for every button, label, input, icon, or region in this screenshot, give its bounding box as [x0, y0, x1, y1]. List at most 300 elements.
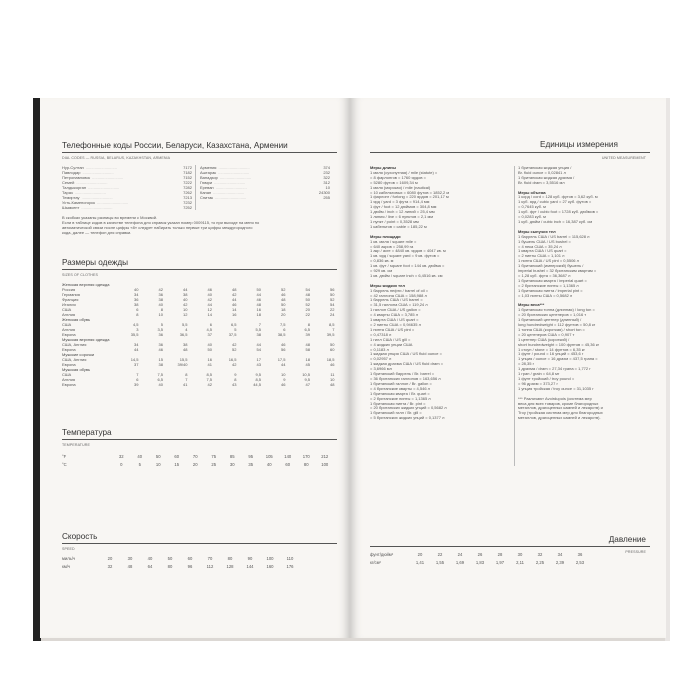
cell: 22 [305, 312, 310, 317]
cell: 36 [158, 342, 163, 347]
row-label: °F [62, 454, 67, 459]
unit-line: = 2 британские пинты = 1,1365 л [518, 282, 579, 288]
clothes-subtitle: SIZES OF CLOTHES [62, 273, 98, 277]
cell: 20 [305, 307, 310, 312]
phone-code-row [62, 205, 192, 210]
cell: 6 [283, 327, 286, 332]
cell: 50 [330, 292, 335, 297]
cell: 8,5 [206, 372, 212, 377]
city-name: Ереван [200, 185, 214, 190]
cell: 40 [158, 302, 163, 307]
cell: 10 [330, 377, 335, 382]
cell: 46 [207, 287, 212, 292]
cell: 42 [232, 362, 237, 367]
cell: 5 [138, 462, 141, 467]
unit-line: = 0,1183 л [370, 346, 389, 352]
unit-line: Br. fluid ounce = 0,02841 л [518, 169, 566, 175]
cell: 52 [281, 287, 286, 292]
dots: ............................ [85, 165, 117, 170]
cell: 3,5 [157, 327, 163, 332]
cell: 10 [183, 307, 188, 312]
cell: 6 [136, 377, 139, 382]
cell: 40 [158, 382, 163, 387]
dots: ............................ [76, 180, 108, 185]
unit-line: = 5280 футов = 1609,34 м [370, 179, 418, 185]
cell: 160 [266, 564, 274, 569]
cell: 128 [226, 564, 234, 569]
cell: 56 [330, 287, 335, 292]
cell: 105 [265, 454, 273, 459]
cell: 12 [207, 307, 212, 312]
cell: 18 [281, 307, 286, 312]
phone-codes-title: Телефонные коды России, Беларуси, Казахстана, Армении [62, 141, 288, 150]
cell: 48 [127, 564, 133, 569]
cell: 46 [281, 342, 286, 347]
cell: 5,5 [255, 327, 261, 332]
cell: 48 [256, 302, 261, 307]
cell: 24 [330, 312, 335, 317]
unit-line: = 0,0283 куб. м [518, 214, 546, 220]
cell: 2,25 [535, 560, 545, 565]
unit-line: Меры объема [518, 189, 546, 195]
cell: 7 [136, 372, 139, 377]
cell: 144 [246, 564, 254, 569]
unit-line: = 1,28 куб. фута = 36,3687 л [518, 272, 571, 278]
cell: 48 [281, 297, 286, 302]
unit-line: Меры веса*** [518, 302, 545, 308]
cell: 38,5 [277, 332, 286, 337]
units-column-2 [518, 166, 658, 421]
unit-line: = 20 центнеров США = 0,907 т [518, 331, 575, 337]
cell: 16,5 [228, 357, 237, 362]
unit-line: 1 кв. ярд / square yard = 9 кв. футов = [370, 253, 440, 259]
row-label: Франция [62, 297, 79, 302]
table-row [62, 462, 337, 467]
unit-line: 1 бушель США / US bushel = [518, 238, 571, 244]
units-title: Единицы измерения [540, 140, 618, 149]
cell: 42 [232, 342, 237, 347]
cell: 16 [207, 357, 212, 362]
cell: 38 [183, 292, 188, 297]
cell: 4,5 [206, 327, 212, 332]
dial-code: 7213 [183, 195, 192, 200]
unit-line: Меры длины [370, 165, 396, 170]
unit-line: 1 британский галлон / Br. gallon = [370, 380, 432, 386]
cell: 11 [330, 372, 335, 377]
cell: 25 [211, 462, 217, 467]
cell: 34 [557, 552, 563, 557]
unit-line: Меры площади [370, 233, 401, 239]
cell: 42 [158, 287, 163, 292]
city-name: Гюмри [200, 180, 213, 185]
cell: 48 [305, 292, 310, 297]
cell: 54 [256, 347, 261, 352]
cell: 48 [183, 347, 188, 352]
dial-code: 7172 [183, 165, 192, 170]
row-label: фунт/дюйм² [370, 552, 394, 557]
cell: 6 [209, 322, 212, 327]
cell: 50 [256, 287, 261, 292]
unit-line: 1 кв. дюйм / square inch = 6,4516 кв. см [370, 272, 443, 278]
cell: 8,5 [328, 322, 335, 327]
cell: 80 [227, 556, 233, 561]
dial-code: 7282 [183, 185, 192, 190]
cell: 46 [330, 362, 335, 367]
cell: 44 [281, 362, 286, 367]
row-label: Европа [62, 347, 76, 352]
row-label: США [62, 372, 72, 377]
table-row [62, 382, 337, 387]
cell: 52 [232, 347, 237, 352]
unit-line: 1 миля (морская) / mile (nautical) [370, 184, 431, 190]
cell: 80 [167, 564, 173, 569]
cell: 8 [185, 372, 188, 377]
city-name: Спитак [200, 195, 214, 200]
unit-line: Br. fluid dram = 3,5516 мл [518, 179, 565, 185]
divider [62, 152, 337, 153]
row-label: США [62, 307, 72, 312]
unit-line: 1 жидкая драхма США / US fluid dram = [370, 361, 444, 367]
city-name: Талдыкорган [62, 185, 87, 190]
temperature-title: Температура [62, 428, 112, 437]
cell: 96 [187, 564, 193, 569]
dial-code: 312 [323, 180, 330, 185]
cell: 30 [229, 462, 235, 467]
cell: 90 [247, 556, 253, 561]
cell: 17 [256, 357, 261, 362]
unit-line: = 0,47318 л [370, 331, 392, 337]
cell: 170 [302, 454, 310, 459]
unit-line: 1 кабельтов = cable = 185,22 м [370, 223, 427, 229]
cell: 44 [256, 292, 261, 297]
row-label: миль/ч [62, 556, 76, 561]
cell: 54 [305, 287, 310, 292]
cell: 1,55 [435, 560, 445, 565]
cell: 40 [207, 342, 212, 347]
units-column-1 [370, 166, 510, 421]
city-name: Нур-Султан [62, 165, 84, 170]
cell: 46 [281, 292, 286, 297]
cell: 20 [107, 556, 113, 561]
cell: 50 [155, 454, 161, 459]
cell: 5 [234, 327, 237, 332]
speed-title: Скорость [62, 532, 98, 541]
table-row [370, 560, 610, 565]
cell: 40 [137, 454, 143, 459]
cell: 36 [158, 292, 163, 297]
divider [62, 269, 337, 270]
unit-line: 1 тонна США (короткая) / short ton = [518, 326, 585, 332]
cell: 75 [211, 454, 217, 459]
dots: ............................ [213, 190, 245, 195]
column-separator [195, 165, 196, 210]
dots: ............................ [215, 195, 247, 200]
cell: 38 [256, 332, 261, 337]
row-label: США, Англия [62, 342, 87, 347]
cell: 40 [134, 287, 139, 292]
dial-code: 7152 [183, 175, 192, 180]
cell: 60 [285, 462, 291, 467]
cell: 45 [305, 362, 310, 367]
divider [62, 439, 337, 440]
cell: 48 [232, 287, 237, 292]
unit-line: 1 британская пинта / Br. pint = [370, 400, 426, 406]
unit-line: Troy (тройская система мер для благородных [518, 410, 603, 416]
cell: 6,5 [230, 322, 237, 327]
cell: 9 [234, 372, 237, 377]
unit-line: 1 кв. миля / square mile = [370, 238, 417, 244]
cell: 1,97 [495, 560, 505, 565]
cell: 8 [307, 322, 310, 327]
row-label: США, Англия [62, 357, 87, 362]
cell: 36 [134, 297, 139, 302]
cell: 38 [134, 302, 139, 307]
dots: ............................ [218, 170, 250, 175]
cell: 52 [305, 302, 310, 307]
group-heading: Мужская обувь [62, 367, 91, 372]
pressure-subtitle: PRESSURE [625, 550, 646, 554]
unit-line: = 4 кварты США = 3,785 л [370, 312, 419, 318]
cell: 100 [266, 556, 274, 561]
cell: 42 [207, 382, 212, 387]
cell: 42 [232, 292, 237, 297]
cell: 6,5 [157, 377, 163, 382]
unit-line: = 96 драхм = 373,27 г [518, 380, 558, 386]
cell: 30 [517, 552, 523, 557]
dial-code: 7182 [183, 170, 192, 175]
table-row [62, 564, 337, 569]
cell: 16 [232, 312, 237, 317]
unit-line: 1 британская тонна (длинная) / long ton = [518, 307, 595, 313]
cell: 20 [281, 312, 286, 317]
unit-line: = 4 британские кварты = 4,546 л [370, 385, 430, 391]
cell: 43 [256, 362, 261, 367]
unit-line: 1 центнер США (короткий) / [518, 336, 570, 342]
unit-line: 1 жидкая унция США / US fluid ounce = [370, 351, 442, 357]
speed-table [62, 556, 337, 572]
divider [370, 152, 650, 153]
unit-line: 1 гран / grain = 64,8 мг [518, 371, 560, 377]
unit-line: = 0,7645 куб. м [518, 204, 546, 210]
unit-line: 1 пинта США / US pint = 0,5506 л [518, 258, 579, 264]
cell: 80 [303, 462, 309, 467]
unit-line: 1 пинта США / US pint = [370, 326, 415, 332]
cell: 28 [497, 552, 503, 557]
unit-line: = 2 британские пинты = 1,1365 л [370, 395, 431, 401]
cell: 41 [207, 362, 212, 367]
cell: 44,5 [253, 382, 261, 387]
unit-line: 1 баррель США / US barrel = 115,628 л [518, 233, 590, 239]
dial-code: 232 [323, 170, 330, 175]
cell: 15 [158, 357, 163, 362]
cell: 18 [305, 357, 310, 362]
city-name: Темиртау [62, 195, 80, 200]
phone-codes-subtitle: DIAL CODES — RUSSIA, BELARUS, KAZAKHSTAN, ARMENIA [62, 156, 171, 160]
unit-line: 1 корд / cord = 128 куб. футов = 3,62 куб. м [518, 194, 598, 200]
cell: 36 [577, 552, 583, 557]
unit-line: = 20 британских центнеров = 1,016 т [518, 312, 587, 318]
table-row [62, 312, 337, 317]
dial-code: 7252 [183, 205, 192, 210]
cell: 32 [107, 564, 113, 569]
phone-codes-kz [62, 165, 192, 210]
cell: 37 [207, 332, 212, 337]
city-name: Семей [62, 180, 75, 185]
dots: ............................ [97, 200, 129, 205]
cell: 12 [183, 312, 188, 317]
unit-line: 1 британский (имперский) бушель / [518, 263, 584, 269]
unit-line: = 28,35 г [518, 361, 535, 367]
table-row [62, 362, 337, 367]
cell: 60 [187, 556, 193, 561]
left-page [40, 98, 350, 638]
dial-code: 322 [323, 175, 330, 180]
cell: 35,5 [130, 332, 139, 337]
dots: ............................ [74, 190, 106, 195]
cell: 7 [258, 322, 261, 327]
cell: 60 [330, 347, 335, 352]
dial-code: 7232 [183, 200, 192, 205]
row-label: Германия [62, 292, 80, 297]
city-name: Павлодар [62, 170, 81, 175]
unit-line: 1 линия / line = 6 пунктов = 2,1 мм [370, 214, 434, 220]
cell: 8,5 [255, 377, 261, 382]
cell: 20 [192, 462, 198, 467]
unit-line: металлов, драгоценных камней и лекарств) и [518, 405, 603, 411]
row-label: км/ч [62, 564, 71, 569]
row-label: Англия [62, 312, 75, 317]
cell: 40 [266, 462, 272, 467]
cell: 44 [134, 347, 139, 352]
clothes-table [62, 282, 337, 387]
unit-line: = 3,6966 мл [370, 366, 392, 372]
cell: 4,5 [132, 322, 139, 327]
right-page [350, 98, 666, 638]
cell: 95 [248, 454, 254, 459]
group-heading: Женская обувь [62, 317, 91, 322]
cell: 100 [321, 462, 329, 467]
cell: 176 [286, 564, 294, 569]
cell: 9,5 [304, 377, 310, 382]
cell: 50 [167, 556, 173, 561]
unit-line: 1 куб. ярд / cubic yard = 27 куб. футов = [518, 199, 592, 205]
cell: 50 [281, 302, 286, 307]
cell: 10,5 [302, 372, 310, 377]
cell: 3 [136, 327, 139, 332]
dial-code: 24300 [318, 190, 330, 195]
row-label: Италия [62, 302, 76, 307]
cell: 4 [185, 327, 188, 332]
cell: 26 [477, 552, 483, 557]
phone-code-row [200, 195, 330, 200]
unit-line: 1 галлон США / US gallon = [370, 307, 421, 313]
table-row [62, 556, 337, 561]
unit-line: 1 миля (сухопутная) / mile (statute) = [370, 169, 438, 175]
cell: 42 [207, 297, 212, 302]
unit-line: 1 кварта США / US quart = [370, 317, 419, 323]
temperature-subtitle: TEMPERATURE [62, 443, 90, 447]
unit-line: = 8 фарлонгов = 1760 ярдов = [370, 174, 426, 180]
cell: 36 [158, 332, 163, 337]
dots: ............................ [219, 175, 252, 180]
row-label: кг/см² [370, 560, 381, 565]
cell: 37,5 [228, 332, 237, 337]
dots: ............................ [82, 170, 114, 175]
cell: 8 [234, 377, 237, 382]
row-label: Англия [62, 377, 75, 382]
note-line: В скобках указаны разницы во времени с Москвой. [62, 215, 158, 220]
cell: 40 [207, 292, 212, 297]
units-subtitle: UNITED MEASUREMENT [601, 156, 646, 160]
cell: 38 [158, 297, 163, 302]
unit-line: 1 пункт / point = 0,3528 мм [370, 218, 419, 224]
cell: 7,5 [206, 377, 212, 382]
cell: 7 [332, 327, 335, 332]
unit-line: 1 фунт тройский / troy pound = [518, 375, 575, 381]
cell: 14 [232, 307, 237, 312]
cell: 40 [147, 556, 153, 561]
cell: 56 [281, 347, 286, 352]
cell: 44 [232, 297, 237, 302]
unit-line: 1 британская жидкая унция / [518, 165, 572, 170]
note-line: автоматической связи после цифры «8» следует набирать только первые три цифры междугородного [62, 225, 253, 230]
group-heading: Женская верхняя одежда [62, 282, 110, 287]
cell: 58 [305, 347, 310, 352]
cell: 36,5 [179, 332, 188, 337]
dial-code: 7262 [183, 190, 192, 195]
cell: 15,5 [179, 357, 188, 362]
row-label: Россия [62, 287, 76, 292]
cell: 2,11 [516, 560, 524, 565]
phone-notes [62, 215, 342, 235]
cell: 47 [305, 382, 310, 387]
row-label: Европа [62, 382, 76, 387]
group-heading: Мужская верхняя одежда [62, 337, 110, 342]
clothes-title: Размеры одежды [62, 258, 129, 267]
cell: 32 [537, 552, 543, 557]
cell: 7,5 [157, 372, 163, 377]
row-label: Европа [62, 362, 76, 367]
cell: 39,5 [326, 332, 335, 337]
unit-line: = 640 акров = 258,99 га [370, 243, 414, 249]
cell: 70 [207, 556, 213, 561]
cell: 9 [283, 377, 286, 382]
unit-line: short hundredweight = 100 фунтов = 45,36 кг [518, 341, 600, 347]
cell: 10 [155, 462, 161, 467]
unit-line: = 36 британских галлонов = 163,656 л [370, 375, 441, 381]
cell: 18 [256, 312, 261, 317]
city-name: Петропавловск [62, 175, 91, 180]
unit-line: 1 акр / acre = 4840 кв. ярдов = 4047 кв. м [370, 248, 446, 254]
table-row [62, 454, 337, 459]
cell: 10 [281, 372, 286, 377]
cell: 17,5 [277, 357, 286, 362]
cell: 64 [147, 564, 153, 569]
unit-line: = 20 британских жидких унций = 0,5682 л [370, 405, 447, 411]
unit-line: = 2 пинты США = 1,101 л [518, 253, 565, 259]
row-label: Европа [62, 332, 76, 337]
cell: 14,5 [130, 357, 139, 362]
unit-line: 1 фарлонг / furlong = 220 ярдов = 201,17 м [370, 194, 449, 200]
cell: 7,5 [279, 322, 286, 327]
unit-line: = 0,836 кв. м [370, 258, 394, 264]
dots: ............................ [218, 165, 250, 170]
unit-line: 1 британский баррель / Br. barrel = [370, 371, 435, 377]
row-label: США [62, 322, 72, 327]
cell: 6,5 [304, 327, 310, 332]
cell: 41 [183, 382, 188, 387]
cell: 14 [207, 312, 212, 317]
